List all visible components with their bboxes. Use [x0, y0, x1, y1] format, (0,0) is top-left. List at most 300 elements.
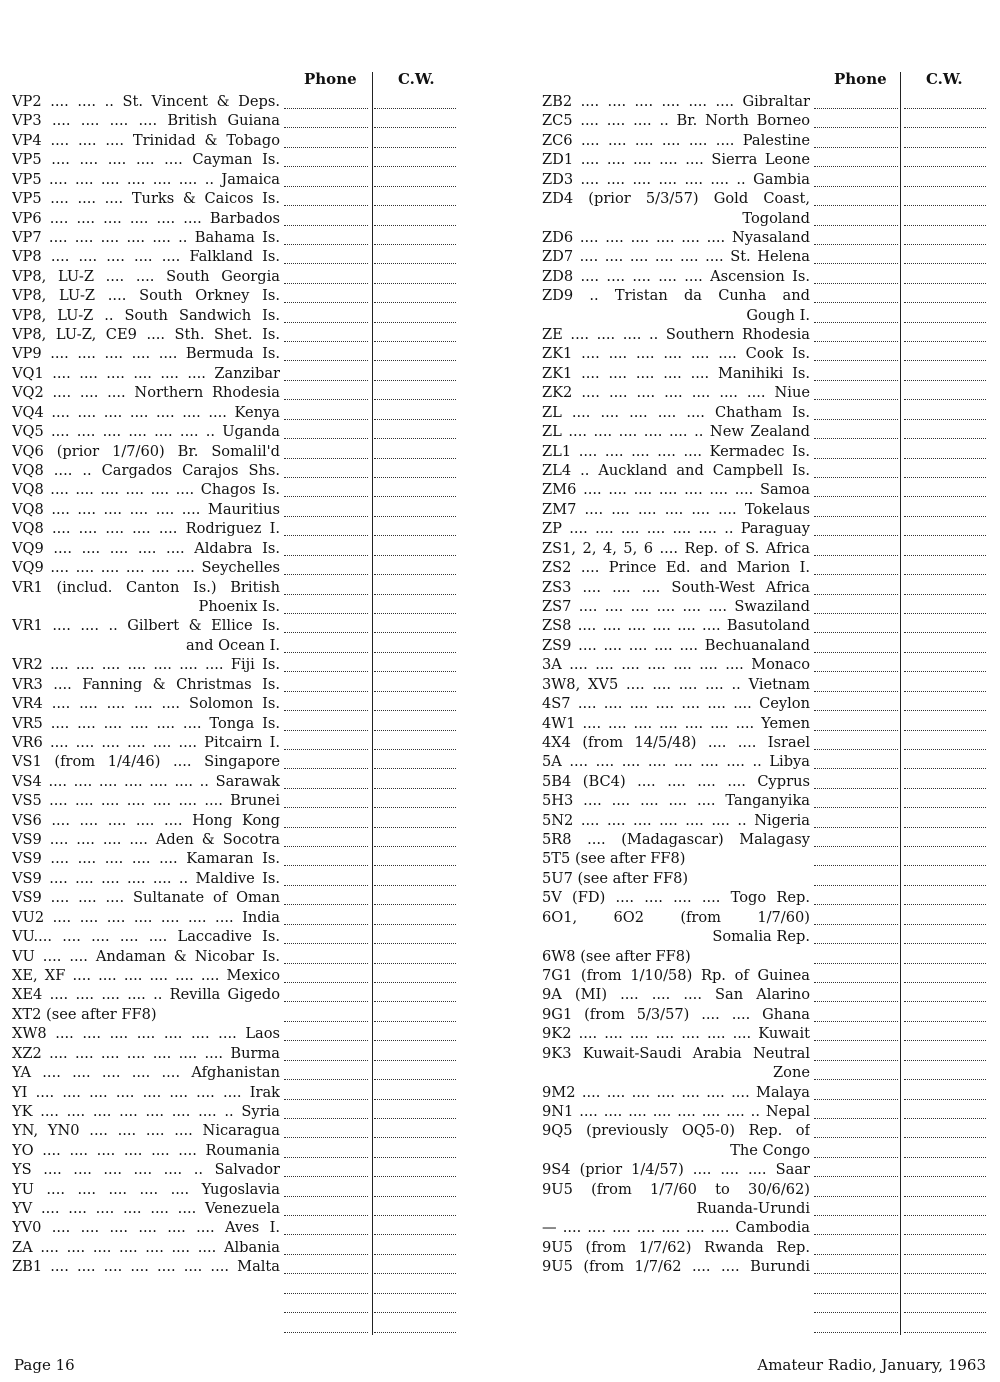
cw-checkbox-line[interactable]	[904, 1259, 986, 1274]
cw-checkbox-line[interactable]	[374, 1240, 456, 1255]
cw-checkbox-line[interactable]	[904, 521, 986, 536]
cw-checkbox-line[interactable]	[374, 521, 456, 536]
phone-checkbox-line[interactable]	[284, 1085, 368, 1100]
publication-credit: Amateur Radio, January, 1963	[757, 1356, 986, 1374]
prefix-entry: VQ5 .... .... .... .... .... .... .. Uganda	[12, 423, 280, 441]
phone-checkbox-line[interactable]	[284, 1298, 368, 1313]
phone-checkbox-line[interactable]	[284, 133, 368, 148]
cw-checkbox-line[interactable]	[374, 1318, 456, 1333]
cw-checkbox-line[interactable]	[374, 1007, 456, 1022]
column-divider	[900, 131, 901, 150]
phone-checkbox-line[interactable]	[284, 890, 368, 905]
phone-checkbox-line[interactable]	[284, 1065, 368, 1080]
phone-checkbox-line[interactable]	[284, 308, 368, 323]
cw-checkbox-line[interactable]	[374, 1298, 456, 1313]
cw-checkbox-line[interactable]	[374, 871, 456, 886]
column-divider	[372, 325, 373, 344]
cw-checkbox-line[interactable]	[374, 1104, 456, 1119]
phone-checkbox-line[interactable]	[814, 1046, 898, 1061]
cw-checkbox-line[interactable]	[904, 1201, 986, 1216]
phone-checkbox-line[interactable]	[814, 1026, 898, 1041]
cw-checkbox-line[interactable]	[904, 560, 986, 575]
column-divider	[372, 111, 373, 130]
phone-checkbox-line[interactable]	[814, 94, 898, 109]
cw-checkbox-line[interactable]	[904, 851, 986, 866]
phone-checkbox-line[interactable]	[814, 929, 898, 944]
phone-checkbox-line[interactable]	[814, 1259, 898, 1274]
cw-checkbox-line[interactable]	[374, 1162, 456, 1177]
phone-checkbox-line[interactable]	[284, 113, 368, 128]
prefix-entry: VR1 .... .... .. Gilbert & Ellice Is.	[12, 617, 280, 635]
column-divider	[900, 92, 901, 111]
phone-checkbox-line[interactable]	[814, 949, 898, 964]
phone-checkbox-line[interactable]	[284, 1046, 368, 1061]
cw-checkbox-line[interactable]	[904, 424, 986, 439]
cw-checkbox-line[interactable]	[904, 774, 986, 789]
cw-checkbox-line[interactable]	[904, 211, 986, 226]
phone-checkbox-line[interactable]	[284, 1279, 368, 1294]
column-divider	[372, 442, 373, 461]
cw-checkbox-line[interactable]	[374, 1143, 456, 1158]
cw-checkbox-line[interactable]	[904, 929, 986, 944]
phone-checkbox-line[interactable]	[284, 1318, 368, 1333]
phone-checkbox-line[interactable]	[284, 1007, 368, 1022]
cw-checkbox-line[interactable]	[374, 502, 456, 517]
phone-checkbox-line[interactable]	[284, 774, 368, 789]
phone-checkbox-line[interactable]	[284, 599, 368, 614]
cw-checkbox-line[interactable]	[904, 1143, 986, 1158]
phone-checkbox-line[interactable]	[814, 288, 898, 303]
phone-checkbox-line[interactable]	[814, 211, 898, 226]
cw-checkbox-line[interactable]	[374, 172, 456, 187]
cw-checkbox-line[interactable]	[904, 191, 986, 206]
cw-checkbox-line[interactable]	[904, 133, 986, 148]
cw-checkbox-line[interactable]	[904, 949, 986, 964]
phone-checkbox-line[interactable]	[284, 327, 368, 342]
phone-checkbox-line[interactable]	[814, 968, 898, 983]
prefix-entry: VQ6 (prior 1/7/60) Br. Somalil'd	[12, 442, 280, 460]
column-divider	[372, 675, 373, 694]
cw-checkbox-line[interactable]	[904, 308, 986, 323]
cw-checkbox-line[interactable]	[374, 890, 456, 905]
phone-checkbox-line[interactable]	[814, 1182, 898, 1197]
column-divider	[372, 461, 373, 480]
cw-checkbox-line[interactable]	[374, 1182, 456, 1197]
column-divider	[372, 209, 373, 228]
cw-checkbox-line[interactable]	[374, 288, 456, 303]
phone-checkbox-line[interactable]	[284, 851, 368, 866]
cw-checkbox-line[interactable]	[904, 638, 986, 653]
phone-checkbox-line[interactable]	[814, 1065, 898, 1080]
phone-checkbox-line[interactable]	[814, 1162, 898, 1177]
cw-checkbox-line[interactable]	[904, 754, 986, 769]
phone-checkbox-line[interactable]	[814, 249, 898, 264]
phone-checkbox-line[interactable]	[814, 871, 898, 886]
cw-checkbox-line[interactable]	[374, 735, 456, 750]
phone-checkbox-line[interactable]	[814, 716, 898, 731]
cw-checkbox-line[interactable]	[374, 366, 456, 381]
phone-checkbox-line[interactable]	[814, 890, 898, 905]
cw-checkbox-line[interactable]	[904, 890, 986, 905]
phone-checkbox-line[interactable]	[284, 1104, 368, 1119]
phone-checkbox-line[interactable]	[284, 871, 368, 886]
cw-checkbox-line[interactable]	[904, 366, 986, 381]
cw-checkbox-line[interactable]	[374, 482, 456, 497]
cw-checkbox-line[interactable]	[374, 1026, 456, 1041]
cw-checkbox-line[interactable]	[374, 541, 456, 556]
column-divider	[372, 811, 373, 830]
phone-checkbox-line[interactable]	[814, 405, 898, 420]
column-divider	[372, 714, 373, 733]
cw-checkbox-line[interactable]	[904, 1279, 986, 1294]
phone-checkbox-line[interactable]	[284, 987, 368, 1002]
column-divider	[372, 888, 373, 907]
cw-checkbox-line[interactable]	[904, 1026, 986, 1041]
cw-checkbox-line[interactable]	[904, 968, 986, 983]
prefix-entry: ZL .... .... .... .... .... .. New Zealand	[542, 423, 810, 441]
cw-checkbox-line[interactable]	[904, 716, 986, 731]
column-divider	[372, 92, 373, 111]
phone-checkbox-line[interactable]	[284, 346, 368, 361]
cw-checkbox-line[interactable]	[374, 133, 456, 148]
cw-checkbox-line[interactable]	[904, 94, 986, 109]
cw-checkbox-line[interactable]	[904, 1104, 986, 1119]
phone-checkbox-line[interactable]	[814, 1220, 898, 1235]
phone-checkbox-line[interactable]	[284, 521, 368, 536]
phone-checkbox-line[interactable]	[284, 832, 368, 847]
cw-checkbox-line[interactable]	[374, 444, 456, 459]
phone-checkbox-line[interactable]	[814, 1143, 898, 1158]
phone-checkbox-line[interactable]	[284, 1201, 368, 1216]
cw-checkbox-line[interactable]	[904, 793, 986, 808]
phone-checkbox-line[interactable]	[284, 638, 368, 653]
cw-checkbox-line[interactable]	[374, 754, 456, 769]
cw-checkbox-line[interactable]	[904, 1182, 986, 1197]
cw-checkbox-line[interactable]	[374, 618, 456, 633]
phone-checkbox-line[interactable]	[814, 521, 898, 536]
phone-checkbox-line[interactable]	[814, 366, 898, 381]
cw-checkbox-line[interactable]	[904, 599, 986, 614]
cw-checkbox-line[interactable]	[374, 851, 456, 866]
phone-checkbox-line[interactable]	[284, 172, 368, 187]
cw-checkbox-line[interactable]	[374, 1279, 456, 1294]
cw-checkbox-line[interactable]	[374, 929, 456, 944]
phone-checkbox-line[interactable]	[284, 366, 368, 381]
phone-checkbox-line[interactable]	[814, 774, 898, 789]
phone-checkbox-line[interactable]	[814, 1318, 898, 1333]
phone-checkbox-line[interactable]	[814, 1104, 898, 1119]
cw-checkbox-line[interactable]	[374, 424, 456, 439]
phone-checkbox-line[interactable]	[814, 910, 898, 925]
phone-checkbox-line[interactable]	[814, 657, 898, 672]
phone-checkbox-line[interactable]	[814, 599, 898, 614]
phone-checkbox-line[interactable]	[814, 541, 898, 556]
cw-checkbox-line[interactable]	[374, 308, 456, 323]
prefix-entry: 5H3 .... .... .... .... .... Tanganyika	[542, 792, 810, 810]
cw-checkbox-line[interactable]	[904, 1318, 986, 1333]
phone-checkbox-line[interactable]	[814, 113, 898, 128]
phone-checkbox-line[interactable]	[284, 249, 368, 264]
cw-checkbox-line[interactable]	[904, 541, 986, 556]
cw-checkbox-line[interactable]	[374, 269, 456, 284]
phone-checkbox-line[interactable]	[814, 269, 898, 284]
phone-checkbox-line[interactable]	[814, 696, 898, 711]
cw-checkbox-line[interactable]	[904, 385, 986, 400]
cw-checkbox-line[interactable]	[904, 1065, 986, 1080]
cw-checkbox-line[interactable]	[904, 172, 986, 187]
cw-checkbox-line[interactable]	[374, 94, 456, 109]
phone-checkbox-line[interactable]	[284, 968, 368, 983]
cw-checkbox-line[interactable]	[904, 657, 986, 672]
prefix-entry: Ruanda-Urundi	[696, 1200, 810, 1218]
phone-checkbox-line[interactable]	[284, 1220, 368, 1235]
cw-checkbox-line[interactable]	[904, 249, 986, 264]
column-divider	[372, 1238, 373, 1257]
phone-checkbox-line[interactable]	[814, 327, 898, 342]
cw-checkbox-line[interactable]	[374, 1220, 456, 1235]
cw-checkbox-line[interactable]	[904, 735, 986, 750]
cw-checkbox-line[interactable]	[374, 191, 456, 206]
phone-checkbox-line[interactable]	[814, 1123, 898, 1138]
column-divider	[900, 927, 901, 946]
phone-checkbox-line[interactable]	[284, 949, 368, 964]
cw-checkbox-line[interactable]	[904, 813, 986, 828]
cw-checkbox-line[interactable]	[904, 346, 986, 361]
cw-checkbox-line[interactable]	[374, 910, 456, 925]
phone-checkbox-line[interactable]	[284, 502, 368, 517]
phone-checkbox-line[interactable]	[814, 793, 898, 808]
cw-checkbox-line[interactable]	[374, 1046, 456, 1061]
cw-checkbox-line[interactable]	[904, 1007, 986, 1022]
phone-checkbox-line[interactable]	[284, 696, 368, 711]
phone-checkbox-line[interactable]	[814, 424, 898, 439]
phone-checkbox-line[interactable]	[284, 385, 368, 400]
cw-checkbox-line[interactable]	[904, 696, 986, 711]
phone-checkbox-line[interactable]	[814, 133, 898, 148]
cw-checkbox-line[interactable]	[374, 657, 456, 672]
phone-checkbox-line[interactable]	[284, 191, 368, 206]
prefix-entry: YV0 .... .... .... .... .... .... Aves I.	[12, 1219, 280, 1237]
phone-checkbox-line[interactable]	[284, 580, 368, 595]
cw-checkbox-line[interactable]	[374, 346, 456, 361]
column-divider	[372, 733, 373, 752]
phone-checkbox-line[interactable]	[814, 152, 898, 167]
phone-checkbox-line[interactable]	[814, 482, 898, 497]
phone-checkbox-line[interactable]	[814, 172, 898, 187]
cw-checkbox-line[interactable]	[374, 560, 456, 575]
phone-checkbox-line[interactable]	[284, 929, 368, 944]
phone-checkbox-line[interactable]	[284, 618, 368, 633]
cw-checkbox-line[interactable]	[374, 696, 456, 711]
cw-checkbox-line[interactable]	[904, 618, 986, 633]
cw-checkbox-line[interactable]	[904, 444, 986, 459]
phone-checkbox-line[interactable]	[284, 813, 368, 828]
cw-checkbox-line[interactable]	[374, 987, 456, 1002]
phone-checkbox-line[interactable]	[284, 269, 368, 284]
cw-checkbox-line[interactable]	[374, 1085, 456, 1100]
phone-checkbox-line[interactable]	[284, 405, 368, 420]
phone-checkbox-line[interactable]	[814, 1279, 898, 1294]
column-divider	[900, 1218, 901, 1237]
phone-checkbox-line[interactable]	[284, 1162, 368, 1177]
cw-checkbox-line[interactable]	[374, 949, 456, 964]
phone-checkbox-line[interactable]	[284, 444, 368, 459]
prefix-entry: VQ4 .... .... .... .... .... .... .... Kenya	[12, 403, 280, 421]
cw-checkbox-line[interactable]	[374, 1259, 456, 1274]
phone-checkbox-line[interactable]	[284, 560, 368, 575]
phone-checkbox-line[interactable]	[814, 677, 898, 692]
phone-checkbox-line[interactable]	[284, 677, 368, 692]
phone-checkbox-line[interactable]	[284, 288, 368, 303]
prefix-entry: XZ2 .... .... .... .... .... .... .... Burma	[12, 1044, 280, 1062]
prefix-entry: ZD9 .. Tristan da Cunha and	[542, 287, 810, 305]
prefix-entry: VQ8 .... .... .... .... .... .... Mauritius	[12, 500, 280, 518]
column-divider	[900, 791, 901, 810]
cw-checkbox-line[interactable]	[374, 1065, 456, 1080]
cw-checkbox-line[interactable]	[904, 1085, 986, 1100]
phone-checkbox-line[interactable]	[814, 754, 898, 769]
prefix-entry: VP8, LU-Z .. South Sandwich Is.	[12, 306, 280, 324]
cw-checkbox-line[interactable]	[904, 1220, 986, 1235]
phone-checkbox-line[interactable]	[284, 1240, 368, 1255]
phone-checkbox-line[interactable]	[814, 851, 898, 866]
cw-checkbox-line[interactable]	[904, 871, 986, 886]
cw-checkbox-line[interactable]	[904, 502, 986, 517]
phone-checkbox-line[interactable]	[284, 482, 368, 497]
phone-checkbox-line[interactable]	[284, 1259, 368, 1274]
cw-checkbox-line[interactable]	[374, 385, 456, 400]
prefix-entry: 9S4 (prior 1/4/57) .... .... .... Saar	[542, 1161, 810, 1179]
cw-checkbox-line[interactable]	[904, 230, 986, 245]
cw-checkbox-line[interactable]	[374, 152, 456, 167]
cw-checkbox-line[interactable]	[904, 1046, 986, 1061]
cw-checkbox-line[interactable]	[374, 968, 456, 983]
phone-checkbox-line[interactable]	[284, 1143, 368, 1158]
cw-checkbox-line[interactable]	[374, 832, 456, 847]
phone-checkbox-line[interactable]	[814, 308, 898, 323]
column-divider	[900, 209, 901, 228]
phone-checkbox-line[interactable]	[284, 910, 368, 925]
prefix-entry: ZD1 .... .... .... .... .... Sierra Leone	[542, 151, 810, 169]
cw-checkbox-line[interactable]	[904, 1162, 986, 1177]
cw-checkbox-line[interactable]	[374, 793, 456, 808]
phone-checkbox-line[interactable]	[284, 94, 368, 109]
phone-checkbox-line[interactable]	[814, 987, 898, 1002]
phone-checkbox-line[interactable]	[284, 793, 368, 808]
phone-checkbox-line[interactable]	[814, 735, 898, 750]
phone-checkbox-line[interactable]	[284, 1182, 368, 1197]
phone-checkbox-line[interactable]	[814, 191, 898, 206]
cw-checkbox-line[interactable]	[374, 677, 456, 692]
cw-checkbox-line[interactable]	[904, 463, 986, 478]
phone-checkbox-line[interactable]	[814, 832, 898, 847]
prefix-entry: ZD7 .... .... .... .... .... .... St. Helena	[542, 248, 810, 266]
phone-checkbox-line[interactable]	[814, 1007, 898, 1022]
phone-checkbox-line[interactable]	[814, 618, 898, 633]
cw-checkbox-line[interactable]	[374, 327, 456, 342]
phone-checkbox-line[interactable]	[814, 1240, 898, 1255]
cw-checkbox-line[interactable]	[374, 774, 456, 789]
phone-checkbox-line[interactable]	[284, 657, 368, 672]
prefix-entry: YN, YN0 .... .... .... .... Nicaragua	[12, 1122, 280, 1140]
cw-checkbox-line[interactable]	[374, 1123, 456, 1138]
phone-checkbox-line[interactable]	[284, 230, 368, 245]
cw-checkbox-line[interactable]	[904, 327, 986, 342]
cw-checkbox-line[interactable]	[904, 288, 986, 303]
cw-checkbox-line[interactable]	[904, 987, 986, 1002]
cw-checkbox-line[interactable]	[374, 463, 456, 478]
column-divider	[372, 1296, 373, 1315]
phone-checkbox-line[interactable]	[284, 541, 368, 556]
phone-checkbox-line[interactable]	[284, 716, 368, 731]
phone-checkbox-line[interactable]	[814, 638, 898, 653]
phone-header: Phone	[834, 70, 887, 88]
cw-checkbox-line[interactable]	[904, 269, 986, 284]
cw-checkbox-line[interactable]	[374, 211, 456, 226]
phone-checkbox-line[interactable]	[814, 444, 898, 459]
cw-checkbox-line[interactable]	[374, 599, 456, 614]
cw-checkbox-line[interactable]	[904, 832, 986, 847]
cw-checkbox-line[interactable]	[374, 813, 456, 828]
phone-checkbox-line[interactable]	[814, 463, 898, 478]
phone-checkbox-line[interactable]	[814, 1201, 898, 1216]
column-divider	[900, 422, 901, 441]
cw-checkbox-line[interactable]	[904, 1123, 986, 1138]
prefix-entry: YK .... .... .... .... .... .... .... .. Syria	[12, 1102, 280, 1120]
phone-checkbox-line[interactable]	[814, 813, 898, 828]
cw-checkbox-line[interactable]	[374, 230, 456, 245]
phone-checkbox-line[interactable]	[814, 346, 898, 361]
cw-checkbox-line[interactable]	[374, 638, 456, 653]
cw-checkbox-line[interactable]	[374, 580, 456, 595]
cw-checkbox-line[interactable]	[904, 580, 986, 595]
cw-checkbox-line[interactable]	[904, 1240, 986, 1255]
cw-checkbox-line[interactable]	[904, 405, 986, 420]
phone-checkbox-line[interactable]	[814, 560, 898, 575]
phone-checkbox-line[interactable]	[814, 385, 898, 400]
phone-checkbox-line[interactable]	[814, 580, 898, 595]
cw-checkbox-line[interactable]	[904, 482, 986, 497]
column-divider	[372, 383, 373, 402]
cw-checkbox-line[interactable]	[374, 716, 456, 731]
phone-checkbox-line[interactable]	[284, 1026, 368, 1041]
cw-checkbox-line[interactable]	[904, 113, 986, 128]
prefix-entry: ZC5 .... .... .... .. Br. North Borneo	[542, 112, 810, 130]
phone-checkbox-line[interactable]	[814, 1298, 898, 1313]
cw-checkbox-line[interactable]	[904, 1298, 986, 1313]
phone-checkbox-line[interactable]	[814, 230, 898, 245]
phone-checkbox-line[interactable]	[284, 424, 368, 439]
phone-checkbox-line[interactable]	[284, 754, 368, 769]
phone-checkbox-line[interactable]	[284, 1123, 368, 1138]
cw-checkbox-line[interactable]	[904, 910, 986, 925]
cw-checkbox-line[interactable]	[904, 677, 986, 692]
phone-checkbox-line[interactable]	[284, 211, 368, 226]
cw-checkbox-line[interactable]	[904, 152, 986, 167]
phone-checkbox-line[interactable]	[814, 502, 898, 517]
cw-checkbox-line[interactable]	[374, 405, 456, 420]
cw-checkbox-line[interactable]	[374, 113, 456, 128]
cw-checkbox-line[interactable]	[374, 249, 456, 264]
column-divider	[900, 286, 901, 305]
phone-checkbox-line[interactable]	[284, 463, 368, 478]
phone-checkbox-line[interactable]	[814, 1085, 898, 1100]
cw-checkbox-line[interactable]	[374, 1201, 456, 1216]
phone-checkbox-line[interactable]	[284, 735, 368, 750]
phone-checkbox-line[interactable]	[284, 152, 368, 167]
column-divider	[372, 344, 373, 363]
column-divider	[372, 1316, 373, 1335]
